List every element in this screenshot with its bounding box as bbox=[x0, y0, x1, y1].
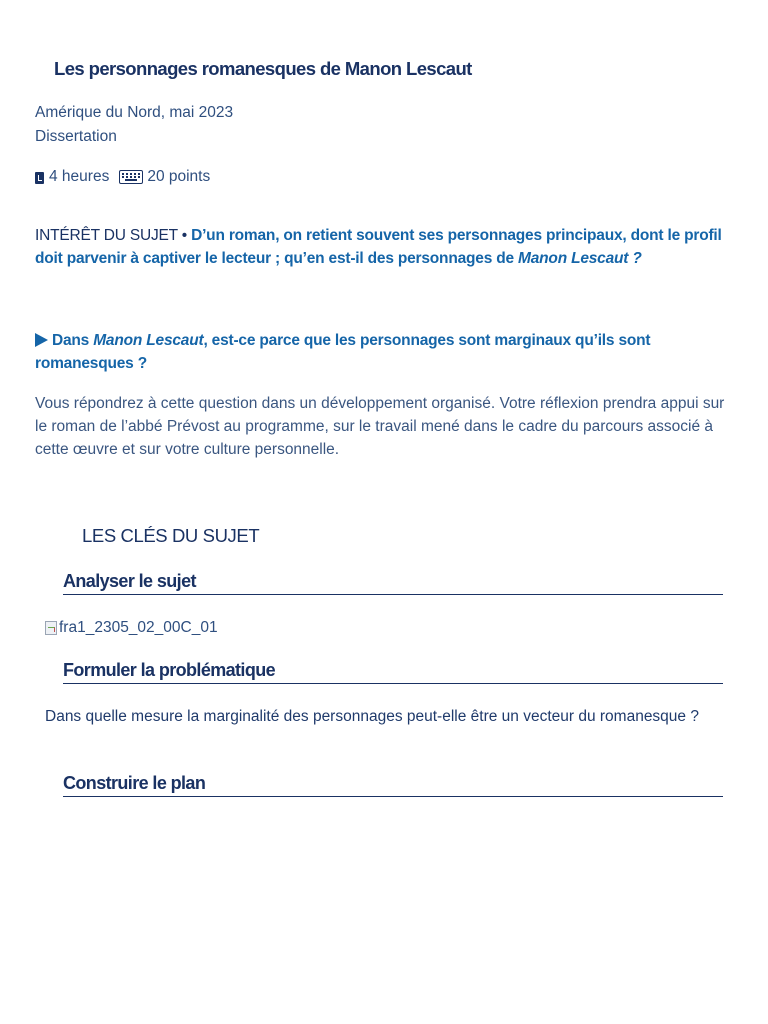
exam-type: Dissertation bbox=[35, 128, 117, 145]
keys-heading: LES CLÉS DU SUJET bbox=[82, 525, 260, 546]
image-alt-text: fra1_2305_02_00C_01 bbox=[59, 619, 218, 636]
broken-image-icon bbox=[45, 621, 57, 635]
section-heading-problematique: Formuler la problématique bbox=[63, 660, 723, 684]
clock-icon bbox=[35, 172, 44, 184]
exam-points: 20 points bbox=[147, 168, 211, 185]
section-heading-analyse: Analyser le sujet bbox=[63, 571, 723, 595]
arrow-right-icon bbox=[35, 333, 48, 347]
exam-location-date: Amérique du Nord, mai 2023 bbox=[35, 104, 234, 121]
problem-paragraph: Dans quelle mesure la marginalité des personnages peut-elle être un vecteur du romanesque ? bbox=[45, 708, 699, 725]
instructions-paragraph: Vous répondrez à cette question dans un développement organisé. Votre réflexion prendra appui sur le roman de l’abbé Prévost au programme, sur le travail mené dans le cadre du parcours associé à cette œuvre et sur votre culture personnelle. bbox=[35, 395, 725, 458]
exam-stats bbox=[35, 165, 735, 189]
question-prefix: Dans bbox=[52, 332, 90, 349]
page-title: Les personnages romanesques de Manon Lescaut bbox=[54, 58, 472, 79]
keyboard-icon bbox=[119, 170, 143, 184]
question-text: , est-ce parce que les personnages sont marginaux qu’ils sont romanesques ? bbox=[35, 332, 651, 372]
interest-label: INTÉRÊT DU SUJET • bbox=[35, 227, 187, 244]
interest-paragraph bbox=[35, 224, 735, 270]
question-title: Manon Lescaut bbox=[93, 332, 204, 349]
question-paragraph bbox=[35, 329, 735, 375]
subject-image bbox=[45, 617, 218, 639]
interest-text: D’un roman, on retient souvent ses personnages principaux, dont le profil doit parvenir à captiver le lecteur ; qu’en est-il des personnages de bbox=[35, 227, 722, 267]
exam-duration: 4 heures bbox=[49, 168, 110, 185]
interest-title: Manon Lescaut ? bbox=[518, 250, 642, 267]
section-heading-plan: Construire le plan bbox=[63, 773, 723, 797]
